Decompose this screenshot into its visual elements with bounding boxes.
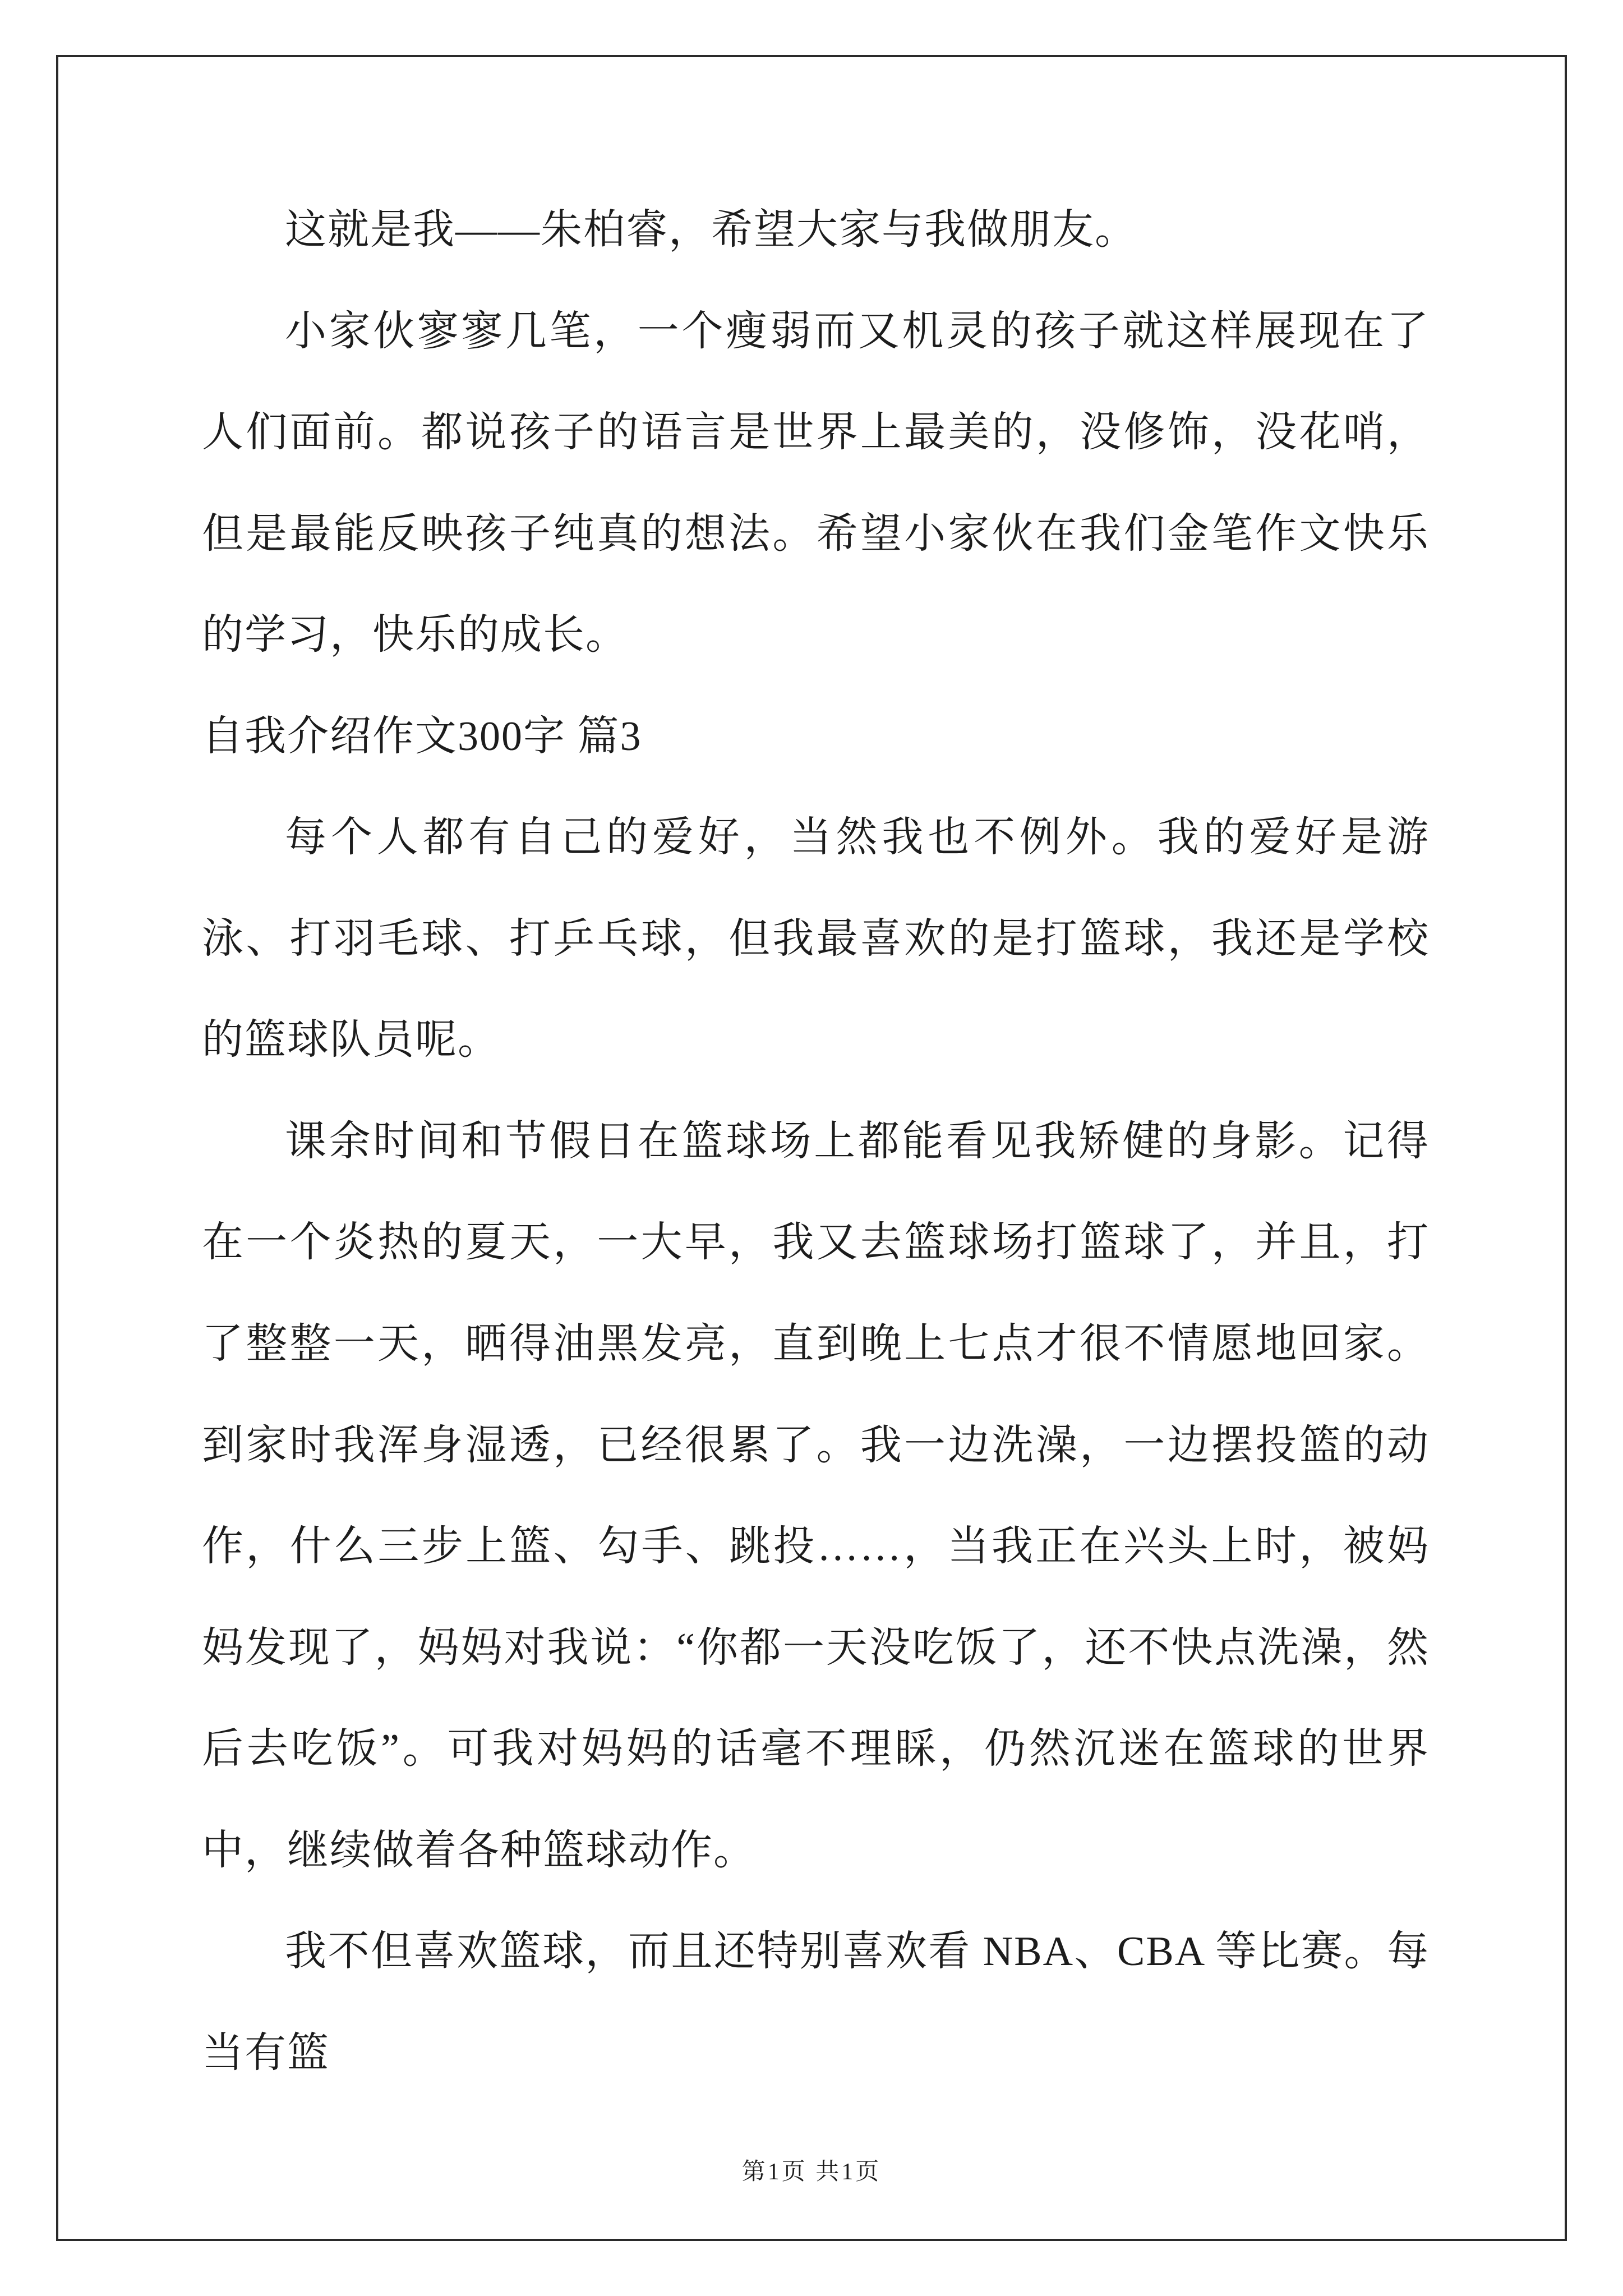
paragraph-basketball-story: 课余时间和节假日在篮球场上都能看见我矫健的身影。记得在一个炎热的夏天，一大早，我又去篮球场打篮球了，并且，打了整整一天，晒得油黑发亮，直到晚上七点才很不情愿地回家。到家时我浑身湿透，已经很累了。我一边洗澡，一边摆投篮的动作，什么三步上篮、勾手、跳投……，当我正在兴头上时，被妈妈发现了，妈妈对我说：“你都一天没吃饭了，还不快点洗澡，然后去吃饭”。可我对妈妈的话毫不理睬，仍然沉迷在篮球的世界中，继续做着各种篮球动作。 <box>202 1118 1430 1874</box>
paragraph-intro-closing: 这就是我——朱柏睿，希望大家与我做朋友。 <box>285 207 1137 253</box>
section-heading-essay-3: 自我介绍作文300字 篇3 <box>202 713 642 760</box>
paragraph-teacher-comment: 小家伙寥寥几笔，一个瘦弱而又机灵的孩子就这样展现在了人们面前。都说孩子的语言是世界上最美的，没修饰，没花哨，但是最能反映孩子纯真的想法。希望小家伙在我们金笔作文快乐的学习，快乐的成长。 <box>202 308 1430 659</box>
page-footer-page-number: 第1页 共1页 <box>741 2159 882 2185</box>
paragraph-nba-cba: 我不但喜欢篮球，而且还特别喜欢看 NBA、CBA 等比赛。每当有篮 <box>202 1929 1430 2076</box>
paragraph-hobbies: 每个人都有自己的爱好，当然我也不例外。我的爱好是游泳、打羽毛球、打乒乓球，但我最喜欢的是打篮球，我还是学校的篮球队员呢。 <box>202 815 1430 1064</box>
document-content <box>202 180 1430 2104</box>
